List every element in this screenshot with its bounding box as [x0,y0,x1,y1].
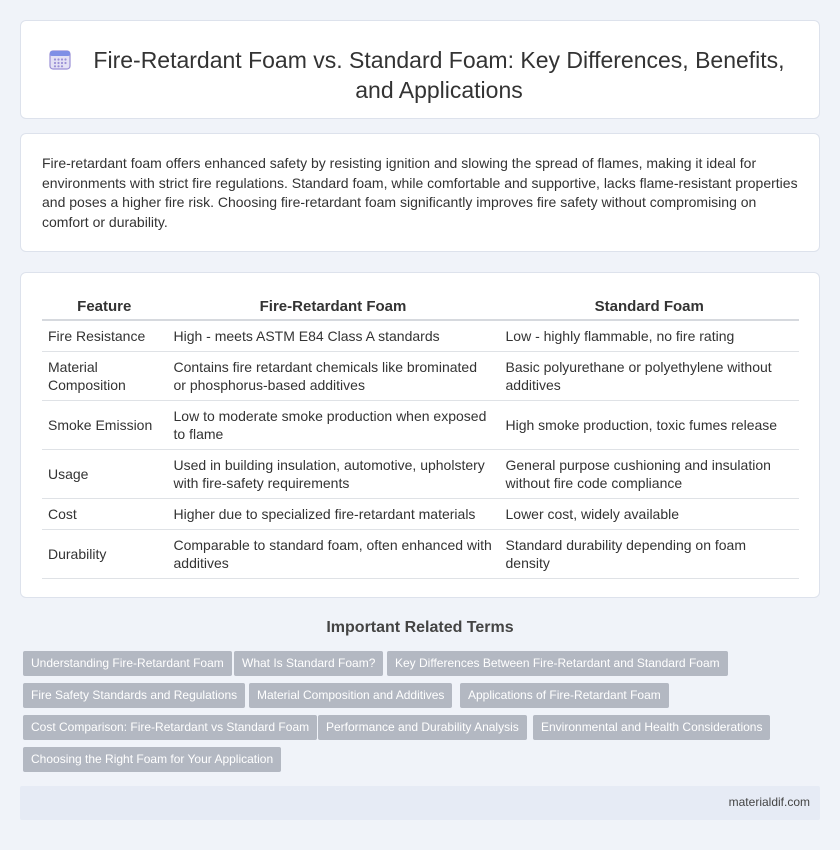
table-cell-feature: Durability [42,529,167,578]
related-term-tag[interactable]: Fire Safety Standards and Regulations [23,683,245,708]
table-cell-standard: Basic polyurethane or polyethylene without additives [499,351,799,400]
table-cell-feature: Material Composition [42,351,167,400]
related-term-tag[interactable]: Understanding Fire-Retardant Foam [23,651,232,676]
table-cell-fire-retardant: High - meets ASTM E84 Class A standards [167,320,499,351]
table-row [42,400,799,449]
table-cell-feature: Fire Resistance [42,320,167,351]
table-cell-standard: Low - highly flammable, no fire rating [499,320,799,351]
related-term-tag[interactable]: What Is Standard Foam? [234,651,383,676]
footer-site-link[interactable]: materialdif.com [728,795,810,809]
header-feature: Feature [42,295,167,320]
comparison-table [42,295,799,579]
table-cell-standard: High smoke production, toxic fumes release [499,400,799,449]
related-term-tag[interactable]: Choosing the Right Foam for Your Application [23,747,281,772]
table-cell-fire-retardant: Low to moderate smoke production when exposed to flame [167,400,499,449]
table-cell-standard: Standard durability depending on foam density [499,529,799,578]
table-row [42,320,799,351]
table-header-row [42,295,799,320]
page-title: Fire-Retardant Foam vs. Standard Foam: Key Differences, Benefits, and Applications [93,47,785,103]
table-row [42,529,799,578]
title-card [20,20,820,119]
related-term-tag[interactable]: Key Differences Between Fire-Retardant and Standard Foam [387,651,728,676]
table-cell-fire-retardant: Comparable to standard foam, often enhanced with additives [167,529,499,578]
table-cell-fire-retardant: Contains fire retardant chemicals like brominated or phosphorus-based additives [167,351,499,400]
table-cell-standard: General purpose cushioning and insulation without fire code compliance [499,449,799,498]
related-term-tag[interactable]: Applications of Fire-Retardant Foam [460,683,669,708]
related-term-tag[interactable]: Material Composition and Additives [249,683,452,708]
table-cell-feature: Cost [42,498,167,529]
related-term-tag[interactable]: Cost Comparison: Fire-Retardant vs Standard Foam [23,715,317,740]
table-cell-fire-retardant: Higher due to specialized fire-retardant materials [167,498,499,529]
header-fire-retardant-foam: Fire-Retardant Foam [167,295,499,320]
related-terms-title: Important Related Terms [326,619,514,636]
table-cell-feature: Smoke Emission [42,400,167,449]
intro-paragraph: Fire-retardant foam offers enhanced safety by resisting ignition and slowing the spread of flames, making it ideal for environments with strict fire regulations. Standard foam, while comfortable and supportive, lacks flame-resistant properties and poses a higher fire risk. Choosing fire-retardant foam significantly improves fire safety without compromising on comfort or durability. [42,155,798,230]
table-row [42,449,799,498]
table-row [42,351,799,400]
related-term-tag[interactable]: Performance and Durability Analysis [318,715,527,740]
footer [20,786,820,820]
comparison-table-card [20,272,820,598]
intro-card [20,133,820,252]
table-row [42,498,799,529]
related-term-tag[interactable]: Environmental and Health Considerations [533,715,770,740]
header-standard-foam: Standard Foam [499,295,799,320]
table-cell-feature: Usage [42,449,167,498]
table-cell-standard: Lower cost, widely available [499,498,799,529]
table-cell-fire-retardant: Used in building insulation, automotive, upholstery with fire-safety requirements [167,449,499,498]
